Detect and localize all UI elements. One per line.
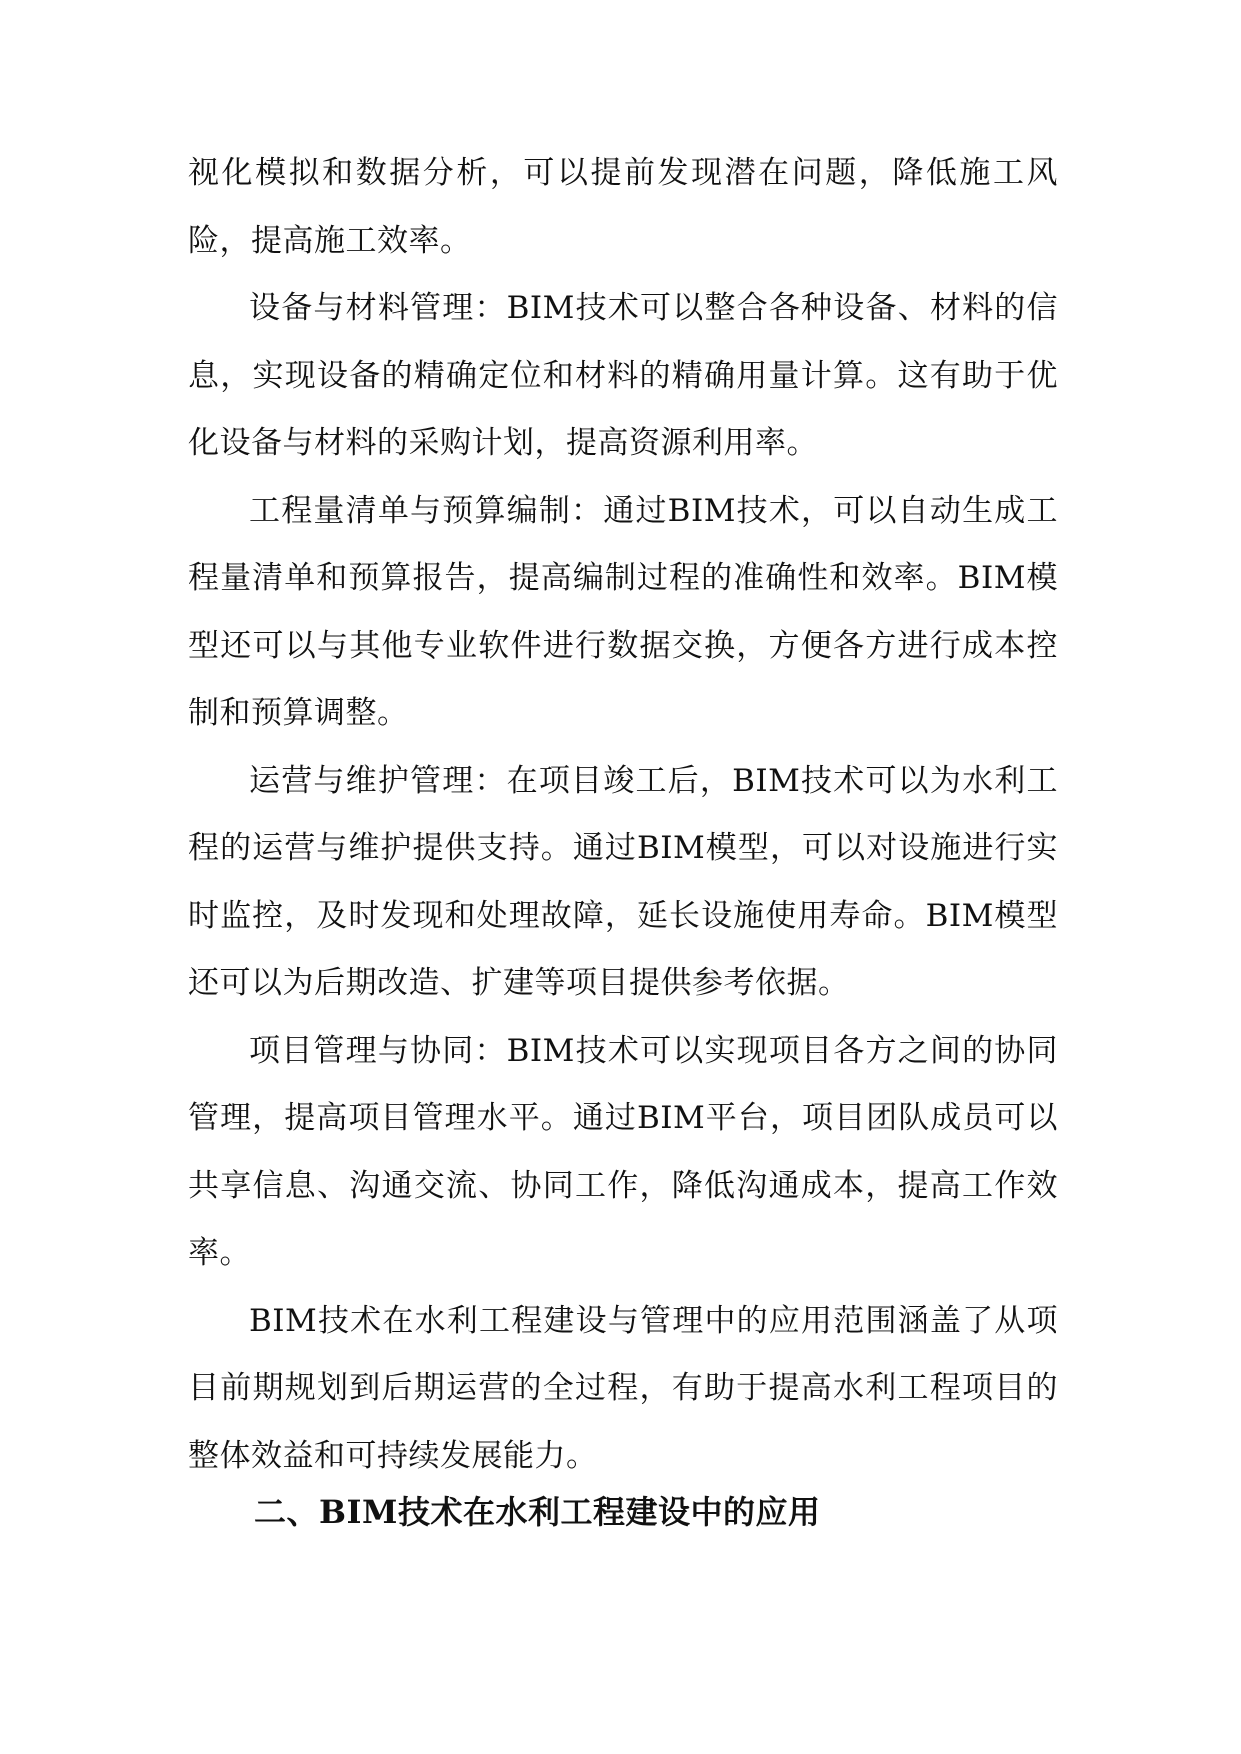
paragraph-summary: BIM技术在水利工程建设与管理中的应用范围涵盖了从项目前期规划到后期运营的全过程，有助于提高水利工程项目的整体效益和可持续发展能力。 [188, 1302, 1058, 1474]
document-body [188, 140, 1058, 1490]
paragraph-equipment-material-management: 设备与材料管理：BIM技术可以整合各种设备、材料的信息，实现设备的精确定位和材料的精确用量计算。这有助于优化设备与材料的采购计划，提高资源利用率。 [188, 290, 1058, 461]
section-heading: 二、BIM技术在水利工程建设中的应用 [254, 1493, 821, 1531]
paragraph-operation-maintenance: 运营与维护管理：在项目竣工后，BIM技术可以为水利工程的运营与维护提供支持。通过BIM模型，可以对设施进行实时监控，及时发现和处理故障，延长设施使用寿命。BIM模型还可以为后期改造、扩建等项目提供参考依据。 [188, 762, 1058, 1001]
paragraph-continuation: 视化模拟和数据分析，可以提前发现潜在问题，降低施工风险，提高施工效率。 [188, 155, 1058, 259]
paragraph-project-collaboration: 项目管理与协同：BIM技术可以实现项目各方之间的协同管理，提高项目管理水平。通过BIM平台，项目团队成员可以共享信息、沟通交流、协同工作，降低沟通成本，提高工作效率。 [188, 1032, 1058, 1271]
paragraph-quantity-budget: 工程量清单与预算编制：通过BIM技术，可以自动生成工程量清单和预算报告，提高编制过程的准确性和效率。BIM模型还可以与其他专业软件进行数据交换，方便各方进行成本控制和预算调整。 [188, 492, 1058, 731]
